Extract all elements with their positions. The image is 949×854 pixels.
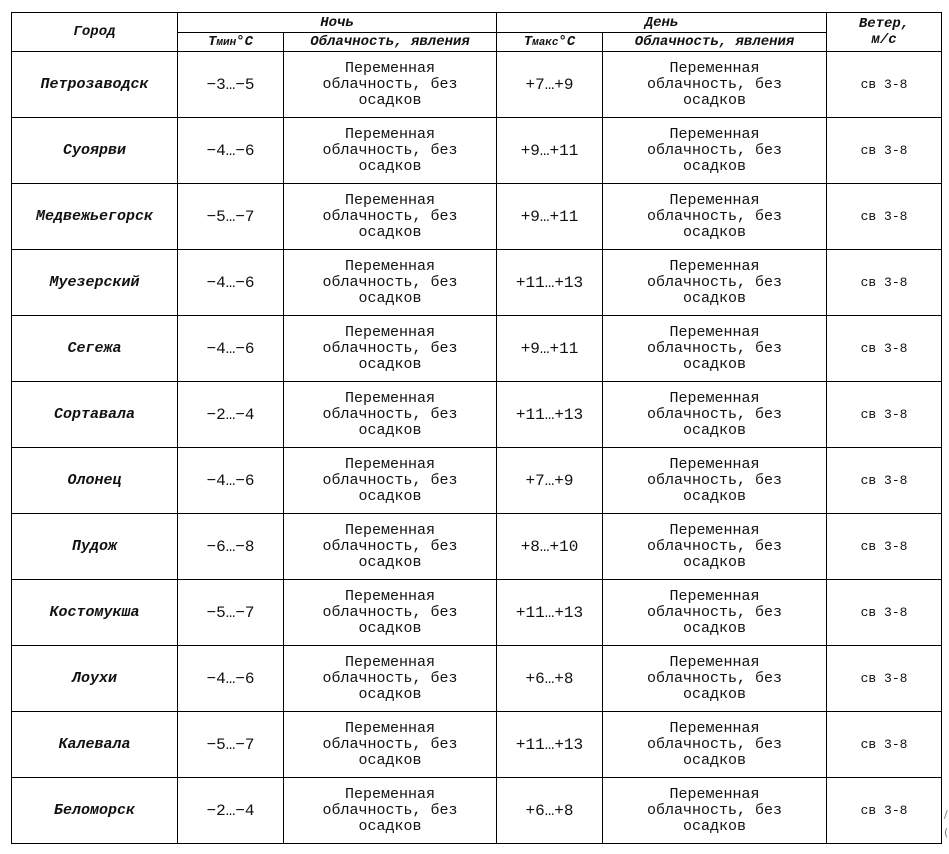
- night-cloud-cell: [284, 712, 497, 778]
- city-cell: Костомукша: [12, 580, 178, 646]
- night-cloud-text: Переменная облачность, без осадков: [322, 191, 458, 241]
- table-row: [12, 514, 942, 580]
- edge-mark-bottom: (: [944, 826, 949, 839]
- day-cloud-text: Переменная облачность, без осадков: [647, 653, 783, 703]
- city-cell: Пудож: [12, 514, 178, 580]
- tmax-cell: +8…+10: [497, 514, 603, 580]
- header-night: Ночь: [178, 13, 497, 33]
- tmax-cell: +6…+8: [497, 778, 603, 844]
- header-tmax-prefix: Т: [523, 33, 533, 50]
- night-cloud-text: Переменная облачность, без осадков: [322, 323, 458, 373]
- header-day: День: [497, 13, 827, 33]
- tmin-cell: −2…−4: [178, 382, 284, 448]
- night-cloud-text: Переменная облачность, без осадков: [322, 785, 458, 835]
- day-cloud-text: Переменная облачность, без осадков: [647, 59, 783, 109]
- day-cloud-cell: [603, 52, 827, 118]
- wind-cell: св 3-8: [827, 778, 942, 844]
- wind-cell: св 3-8: [827, 184, 942, 250]
- city-cell: Сортавала: [12, 382, 178, 448]
- wind-cell: св 3-8: [827, 712, 942, 778]
- tmax-cell: +11…+13: [497, 712, 603, 778]
- night-cloud-cell: [284, 250, 497, 316]
- wind-cell: св 3-8: [827, 52, 942, 118]
- tmin-cell: −5…−7: [178, 712, 284, 778]
- header-tmin-sub: мин: [216, 36, 237, 49]
- table-row: [12, 118, 942, 184]
- tmax-cell: +7…+9: [497, 52, 603, 118]
- city-cell: Беломорск: [12, 778, 178, 844]
- night-cloud-cell: [284, 580, 497, 646]
- night-cloud-cell: [284, 778, 497, 844]
- wind-cell: св 3-8: [827, 514, 942, 580]
- forecast-table: [11, 12, 942, 844]
- wind-cell: св 3-8: [827, 580, 942, 646]
- night-cloud-text: Переменная облачность, без осадков: [322, 125, 458, 175]
- day-cloud-cell: [603, 184, 827, 250]
- tmax-cell: +9…+11: [497, 118, 603, 184]
- city-cell: Медвежьегорск: [12, 184, 178, 250]
- edge-mark-top: /: [944, 808, 948, 821]
- day-cloud-text: Переменная облачность, без осадков: [647, 455, 783, 505]
- day-cloud-text: Переменная облачность, без осадков: [647, 191, 783, 241]
- day-cloud-text: Переменная облачность, без осадков: [647, 719, 783, 769]
- city-cell: Суоярви: [12, 118, 178, 184]
- tmin-cell: −6…−8: [178, 514, 284, 580]
- night-cloud-text: Переменная облачность, без осадков: [322, 59, 458, 109]
- tmin-cell: −4…−6: [178, 646, 284, 712]
- table-row: [12, 646, 942, 712]
- day-cloud-text: Переменная облачность, без осадков: [647, 587, 783, 637]
- city-cell: Муезерский: [12, 250, 178, 316]
- header-tmax-sub: макс: [532, 36, 559, 49]
- table-row: [12, 250, 942, 316]
- night-cloud-cell: [284, 448, 497, 514]
- city-cell: Лоухи: [12, 646, 178, 712]
- header-city: Город: [12, 13, 178, 52]
- tmax-cell: +11…+13: [497, 250, 603, 316]
- tmax-cell: +9…+11: [497, 184, 603, 250]
- wind-cell: св 3-8: [827, 250, 942, 316]
- header-tmin: [178, 33, 284, 52]
- city-cell: Петрозаводск: [12, 52, 178, 118]
- day-cloud-text: Переменная облачность, без осадков: [647, 257, 783, 307]
- city-cell: Олонец: [12, 448, 178, 514]
- tmin-cell: −4…−6: [178, 250, 284, 316]
- header-wind-line1: Ветер,: [858, 16, 910, 32]
- night-cloud-cell: [284, 646, 497, 712]
- night-cloud-text: Переменная облачность, без осадков: [322, 389, 458, 439]
- tmin-cell: −4…−6: [178, 316, 284, 382]
- tmin-cell: −5…−7: [178, 580, 284, 646]
- tmax-cell: +11…+13: [497, 382, 603, 448]
- header-wind-line2: м/с: [871, 32, 897, 48]
- night-cloud-cell: [284, 52, 497, 118]
- header-row-top: [12, 13, 942, 33]
- table-row: [12, 712, 942, 778]
- day-cloud-cell: [603, 118, 827, 184]
- table-row: [12, 52, 942, 118]
- tmin-cell: −3…−5: [178, 52, 284, 118]
- night-cloud-cell: [284, 184, 497, 250]
- tmin-cell: −5…−7: [178, 184, 284, 250]
- day-cloud-cell: [603, 250, 827, 316]
- table-row: [12, 448, 942, 514]
- day-cloud-text: Переменная облачность, без осадков: [647, 521, 783, 571]
- night-cloud-cell: [284, 316, 497, 382]
- header-tmin-unit: °С: [236, 33, 254, 50]
- tmin-cell: −4…−6: [178, 448, 284, 514]
- night-cloud-text: Переменная облачность, без осадков: [322, 587, 458, 637]
- wind-cell: св 3-8: [827, 382, 942, 448]
- day-cloud-cell: [603, 316, 827, 382]
- night-cloud-text: Переменная облачность, без осадков: [322, 521, 458, 571]
- day-cloud-text: Переменная облачность, без осадков: [647, 389, 783, 439]
- table-row: [12, 580, 942, 646]
- night-cloud-cell: [284, 118, 497, 184]
- table-row: [12, 184, 942, 250]
- table-row: [12, 778, 942, 844]
- day-cloud-cell: [603, 382, 827, 448]
- day-cloud-cell: [603, 448, 827, 514]
- wind-cell: св 3-8: [827, 316, 942, 382]
- day-cloud-text: Переменная облачность, без осадков: [647, 323, 783, 373]
- wind-cell: св 3-8: [827, 448, 942, 514]
- header-cloud-night: Облачность, явления: [284, 33, 497, 52]
- day-cloud-cell: [603, 580, 827, 646]
- header-tmin-prefix: Т: [207, 33, 217, 50]
- night-cloud-cell: [284, 382, 497, 448]
- day-cloud-cell: [603, 646, 827, 712]
- tmin-cell: −2…−4: [178, 778, 284, 844]
- night-cloud-cell: [284, 514, 497, 580]
- night-cloud-text: Переменная облачность, без осадков: [322, 719, 458, 769]
- header-wind: [827, 13, 942, 52]
- city-cell: Калевала: [12, 712, 178, 778]
- header-tmax-unit: °С: [558, 33, 576, 50]
- table-row: [12, 382, 942, 448]
- night-cloud-text: Переменная облачность, без осадков: [322, 653, 458, 703]
- tmax-cell: +6…+8: [497, 646, 603, 712]
- tmax-cell: +11…+13: [497, 580, 603, 646]
- table-row: [12, 316, 942, 382]
- day-cloud-text: Переменная облачность, без осадков: [647, 785, 783, 835]
- city-cell: Сегежа: [12, 316, 178, 382]
- tmin-cell: −4…−6: [178, 118, 284, 184]
- header-tmax: [497, 33, 603, 52]
- wind-cell: св 3-8: [827, 646, 942, 712]
- wind-cell: св 3-8: [827, 118, 942, 184]
- night-cloud-text: Переменная облачность, без осадков: [322, 257, 458, 307]
- tmax-cell: +9…+11: [497, 316, 603, 382]
- night-cloud-text: Переменная облачность, без осадков: [322, 455, 458, 505]
- tmax-cell: +7…+9: [497, 448, 603, 514]
- day-cloud-text: Переменная облачность, без осадков: [647, 125, 783, 175]
- day-cloud-cell: [603, 712, 827, 778]
- header-cloud-day: Облачность, явления: [603, 33, 827, 52]
- day-cloud-cell: [603, 514, 827, 580]
- day-cloud-cell: [603, 778, 827, 844]
